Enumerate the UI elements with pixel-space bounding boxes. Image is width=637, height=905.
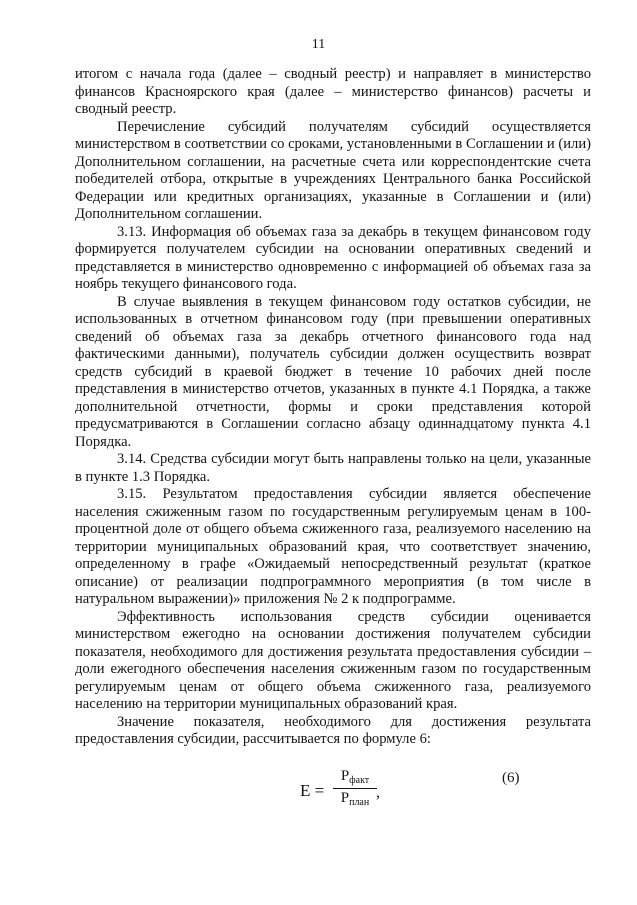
paragraph-5: 3.15. Результатом предоставления субсидии является обеспечение населения сжиженным газом по государственным регулируемым ценам в 100-процентной доле от общего объема сжиженного газа, реализуемого населению на территории муниципальных образований края, что соответствует значению, определенному в графе «Ожидаемый непосредственный результат (краткое описание) от реализации подпрограммного мероприятия (в том числе в натуральном выражении)» приложения № 2 к подпрограмме. <box>75 486 591 607</box>
denominator-symbol: P <box>340 790 350 806</box>
paragraph-7: Значение показателя, необходимого для достижения результата предоставления субсидии, рассчитывается по формуле 6: <box>75 713 591 747</box>
formula-denominator <box>333 789 377 808</box>
denominator-subscript: план <box>349 797 370 808</box>
formula-6 <box>0 768 637 828</box>
formula-number: (6) <box>502 770 520 786</box>
formula-comma: , <box>376 784 380 801</box>
page-number: 11 <box>311 37 326 52</box>
document-body <box>75 66 591 749</box>
formula-lhs: E = <box>300 781 325 800</box>
paragraph-2: 3.13. Информация об объемах газа за декабрь в текущем финансовом году формируется получателем субсидии на основании оперативных сведений и представляется в министерство одновременно с информацией об объемах газа за ноябрь текущего финансового года. <box>75 223 591 292</box>
paragraph-6: Эффективность использования средств субсидии оценивается министерством ежегодно на основании достижения получателем субсидии показателя, необходимого для достижения результата предоставления субсидии – доли ежегодного обеспечения населения сжиженным газом по государственным регулируемым ценам от общего объема сжиженного газа, реализуемого населению на территории муниципальных образований края. <box>75 608 591 712</box>
formula-numerator <box>333 768 377 789</box>
paragraph-3: В случае выявления в текущем финансовом году остатков субсидии, не использованных в отчетном финансовом году (при превышении оперативных сведений об объемах газа за декабрь отчетного финансового года над фактическими данными), получатель субсидии должен осуществить возврат средств субсидий в краевой бюджет в течение 10 рабочих дней после представления в министерство отчетов, указанных в пункте 4.1 Порядка, а также дополнительной отчетности, формы и сроки представления которой предусматриваются в Соглашении согласно абзацу одиннадцатому пункта 4.1 Порядка. <box>75 293 591 450</box>
paragraph-0: итогом с начала года (далее – сводный реестр) и направляет в министерство финансов Красноярского края (далее – министерство финансов) расчеты и сводный реестр. <box>75 66 591 117</box>
paragraph-4: 3.14. Средства субсидии могут быть направлены только на цели, указанные в пункте 1.3 Порядка. <box>75 451 591 485</box>
formula-fraction <box>333 768 377 808</box>
numerator-symbol: P <box>340 768 350 784</box>
numerator-subscript: факт <box>349 775 370 786</box>
paragraph-1: Перечисление субсидий получателям субсидий осуществляется министерством в соответствии со сроками, установленными в Соглашении и (или) Дополнительном соглашении, на расчетные счета или корреспондентские счета победителей отбора, открытые в учреждениях Центрального банка Российской Федерации или кредитных организациях, указанные в Соглашении и (или) Дополнительном соглашении. <box>75 118 591 222</box>
